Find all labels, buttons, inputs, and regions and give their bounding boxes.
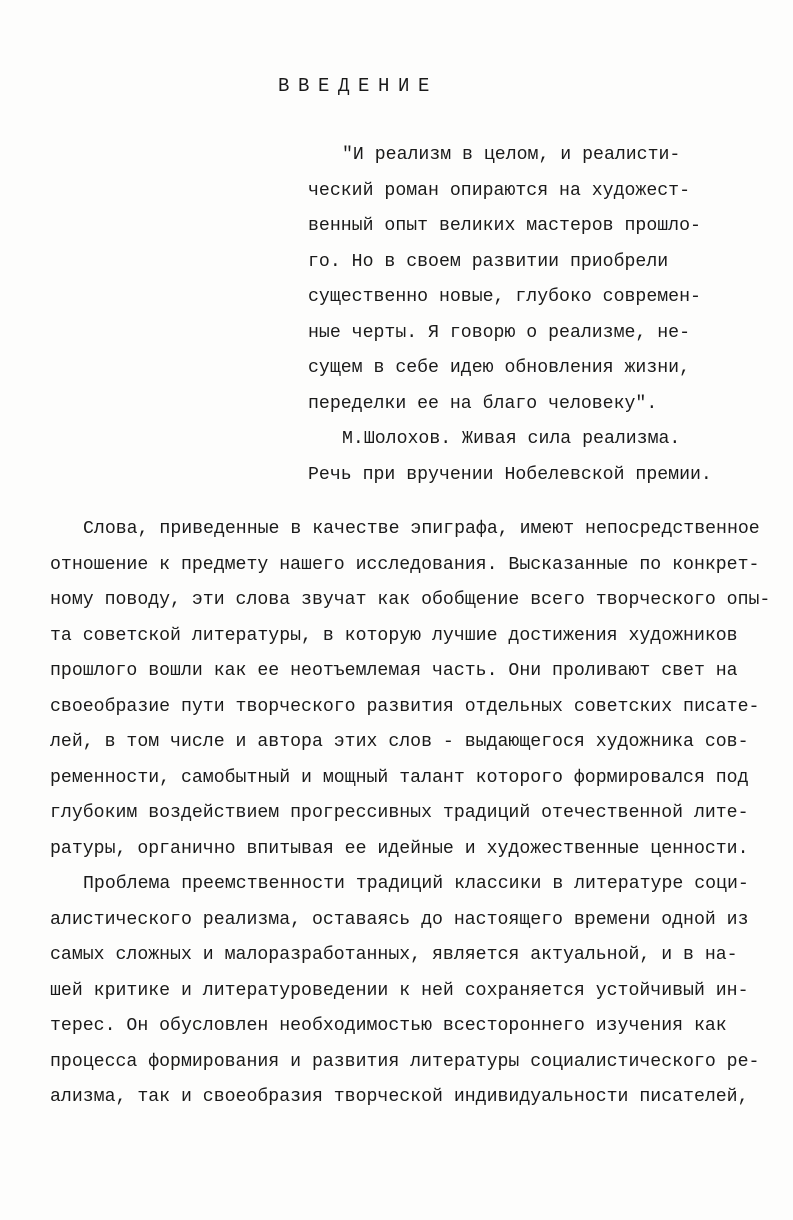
paragraph-line: та советской литературы, в которую лучшие достижения художников [50,625,738,646]
paragraph-line: своеобразие пути творческого развития отдельных советских писате- [50,696,760,717]
epigraph-line: существенно новые, глубоко современ- [308,287,701,307]
paragraph-line: алистического реализма, оставаясь до настоящего времени одной из [50,909,749,930]
epigraph-line: ные черты. Я говорю о реализме, не- [308,322,690,343]
epigraph [308,138,728,493]
epigraph-line: ческий роман опираются на художест- [308,180,690,201]
epigraph-line: переделки ее на благо человеку". [308,393,658,414]
epigraph-line: венный опыт великих мастеров прошло- [308,216,701,236]
epigraph-line: "И реализм в целом, и реалисти- [342,145,681,165]
paragraph-line: Проблема преемственности традиций классики в литературе соци- [83,874,749,894]
epigraph-attribution-author: М.Шолохов. Живая сила реализма. [342,429,681,449]
paragraph-line: терес. Он обусловлен необходимостью всестороннего изучения как [50,1016,727,1036]
section-heading: ВВЕДЕНИЕ [278,75,439,97]
body-text [50,512,780,1116]
paragraph-line: шей критике и литературоведении к ней сохраняется устойчивый ин- [50,980,749,1001]
paragraph-line: лей, в том числе и автора этих слов - выдающегося художника сов- [50,732,749,752]
paragraph-line: ному поводу, эти слова звучат как обобщение всего творческого опы- [50,590,771,610]
paragraph-line: ременности, самобытный и мощный талант которого формировался под [50,767,749,788]
paragraph-line: глубоким воздействием прогрессивных традиций отечественной лите- [50,803,749,823]
paragraph-line: отношение к предмету нашего исследования. Высказанные по конкрет- [50,554,760,575]
paragraph-line: самых сложных и малоразработанных, является актуальной, и в на- [50,945,738,965]
paragraph-line: процесса формирования и развития литературы социалистического ре- [50,1051,760,1072]
paragraph-line: ализма, так и своеобразия творческой индивидуальности писателей, [50,1087,749,1107]
epigraph-attribution-source: Речь при вручении Нобелевской премии. [308,464,712,485]
epigraph-line: го. Но в своем развитии приобрели [308,251,669,272]
paragraph-line: прошлого вошли как ее неотъемлемая часть. Они проливают свет на [50,661,738,681]
paragraph-line: ратуры, органично впитывая ее идейные и художественные ценности. [50,838,749,859]
epigraph-line: сущем в себе идею обновления жизни, [308,358,690,378]
paragraph-line: Слова, приведенные в качестве эпиграфа, имеют непосредственное [83,519,760,539]
